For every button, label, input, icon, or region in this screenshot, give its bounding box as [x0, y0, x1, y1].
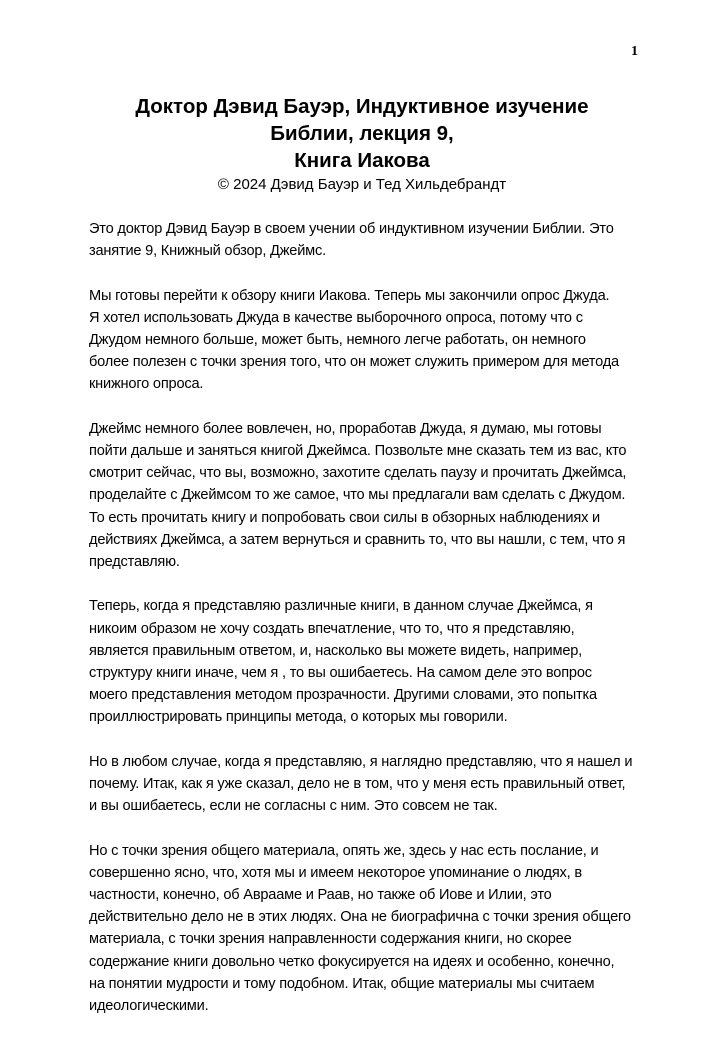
- paragraph-6: [89, 840, 649, 1018]
- text-line: Это доктор Дэвид Бауэр в своем учении об индуктивном изучении Библии. Это: [89, 221, 614, 237]
- text-line: Мы готовы перейти к обзору книги Иакова. Теперь мы закончили опрос Джуда.: [89, 287, 610, 304]
- paragraph-2: [89, 285, 649, 396]
- text-line: То есть прочитать книгу и попробовать свои силы в обзорных наблюдениях и: [89, 509, 600, 526]
- text-line: смотрит сейчас, что вы, возможно, захотите сделать паузу и прочитать Джеймса,: [89, 465, 627, 482]
- text-line: пойти дальше и заняться книгой Джеймса. Позвольте мне сказать тем из вас, кто: [89, 443, 627, 459]
- document-header: [0, 93, 724, 195]
- paragraph-5: [89, 751, 649, 818]
- text-line: Я хотел использовать Джуда в качестве выборочного опроса, потому что с: [89, 309, 583, 326]
- text-line: материала, с точки зрения направленности содержания книги, но скорее: [89, 931, 572, 948]
- text-line: структуру книги иначе, чем я , то вы ошибаетесь. На самом деле это вопрос: [89, 665, 592, 682]
- text-line: совершенно ясно, что, хотя мы и имеем некоторое упоминание о людях, в: [89, 864, 582, 881]
- page-title-line-1: Доктор Дэвид Бауэр, Индуктивное изучение: [135, 95, 589, 118]
- text-line: и вы ошибаетесь, если не согласны с ним. Это совсем не так.: [89, 798, 498, 815]
- paragraph-3: [89, 418, 649, 573]
- text-line: книжного опроса.: [89, 376, 204, 393]
- text-line: Но с точки зрения общего материала, опять же, здесь у нас есть послание, и: [89, 842, 599, 859]
- text-line: моего представления методом прозрачности. Другими словами, это попытка: [89, 687, 597, 704]
- text-line: почему. Итак, как я уже сказал, дело не в том, что у меня есть правильный ответ,: [89, 776, 626, 793]
- text-line: Теперь, когда я представляю различные книги, в данном случае Джеймса, я: [89, 598, 593, 615]
- text-line: Джудом немного больше, может быть, немного легче работать, он немного: [89, 332, 586, 348]
- copyright-line: © 2024 Дэвид Бауэр и Тед Хильдебрандт: [217, 176, 507, 193]
- text-line: содержание книги довольно четко фокусируется на идеях и особенно, конечно,: [89, 953, 615, 970]
- paragraph-1: [89, 218, 649, 262]
- page-title-line-3: Книга Иакова: [294, 149, 430, 172]
- text-line: проделайте с Джеймсом то же самое, что мы предлагали вам сделать с Джудом.: [89, 487, 626, 504]
- paragraph-4: [89, 595, 649, 728]
- document-body: [89, 218, 649, 1039]
- text-line: Джеймс немного более вовлечен, но, проработав Джуда, я думаю, мы готовы: [89, 420, 602, 437]
- text-line: действиях Джеймса, а затем вернуться и сравнить то, что вы нашли, с тем, что я: [89, 531, 626, 548]
- text-line: представляю.: [89, 554, 180, 571]
- text-line: проиллюстрировать принципы метода, о которых мы говорили.: [89, 709, 508, 726]
- text-line: идеологическими.: [89, 998, 209, 1015]
- page-title-line-2: Библии, лекция 9,: [270, 122, 454, 145]
- text-line: является правильным ответом, и, насколько вы можете видеть, например,: [89, 642, 583, 659]
- text-line: более полезен с точки зрения того, что он может служить примером для метода: [89, 354, 619, 371]
- text-line: никоим образом не хочу создать впечатление, что то, что я представляю,: [89, 620, 575, 637]
- text-line: действительно дело не в этих людях. Она не биографична с точки зрения общего: [89, 909, 631, 926]
- text-line: на понятии мудрости и тому подобном. Итак, общие материалы мы считаем: [89, 975, 595, 992]
- text-line: занятие 9, Книжный обзор, Джеймс.: [89, 243, 326, 260]
- page-number: 1: [631, 44, 638, 59]
- text-line: Но в любом случае, когда я представляю, я наглядно представляю, что я нашел и: [89, 753, 633, 770]
- text-line: частности, конечно, об Аврааме и Раав, но также об Иове и Илии, это: [89, 887, 552, 904]
